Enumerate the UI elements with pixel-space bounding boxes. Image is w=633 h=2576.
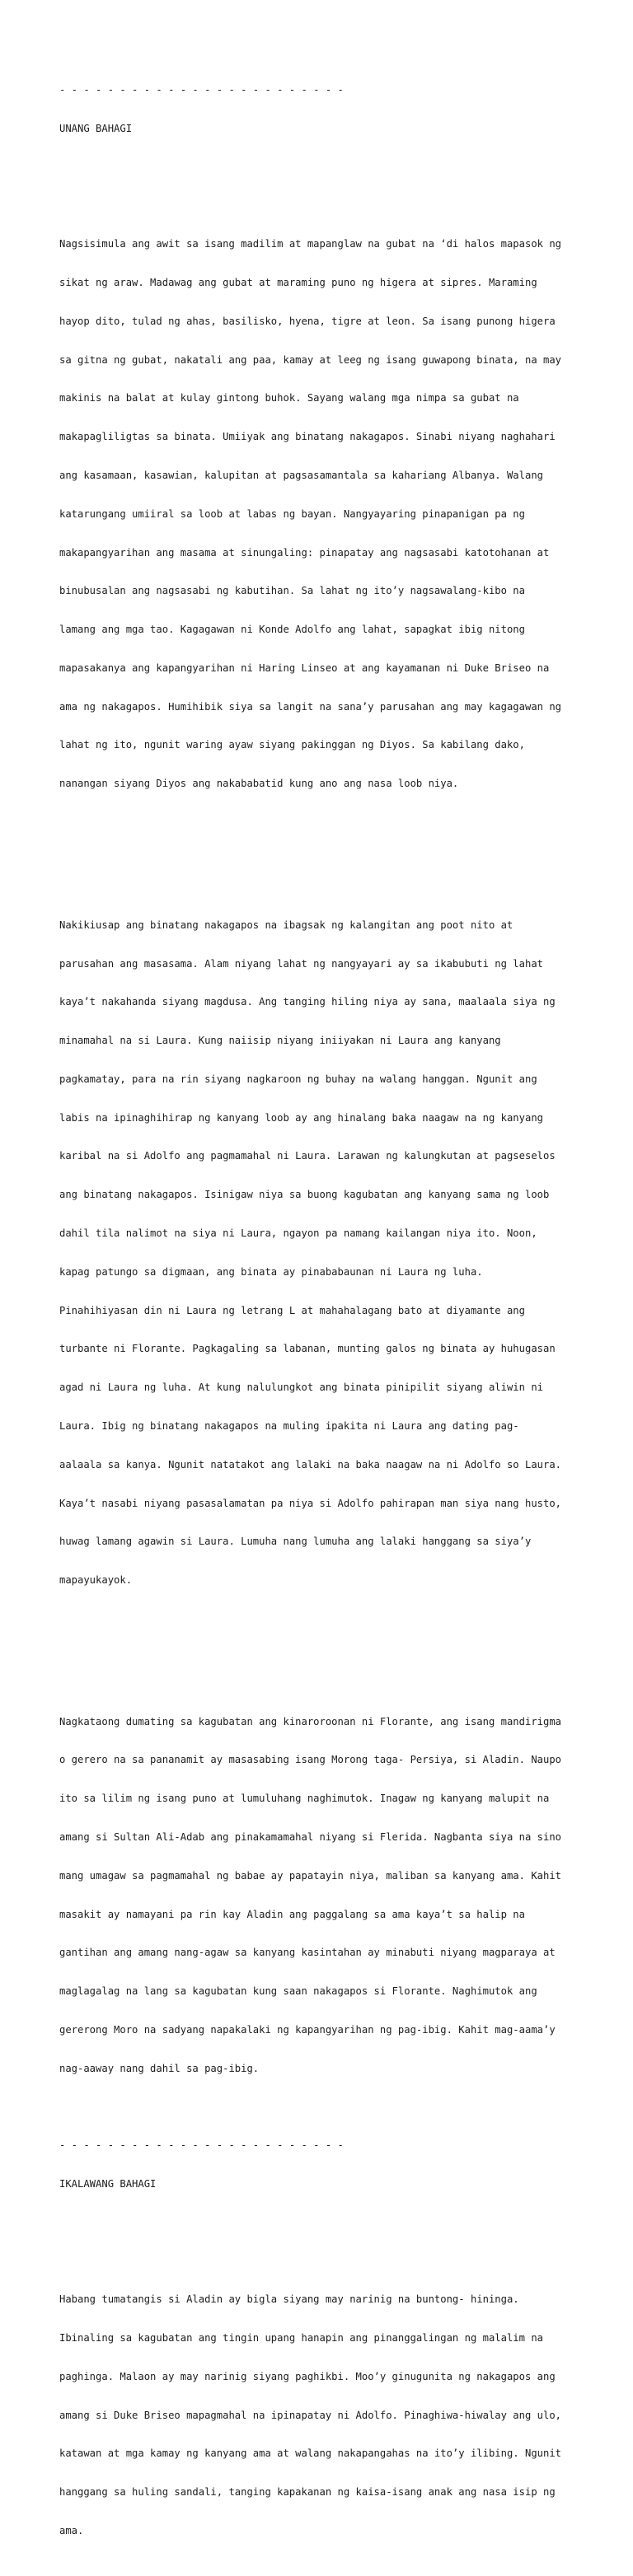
paragraph-line: mapayukayok. [59, 1574, 133, 1587]
paragraph-line: labis na ipinaghihirap ng kanyang loob ay ang hinalang baka naagaw na ng kanyang [59, 1111, 543, 1124]
paragraph-line: karibal na si Adolfo ang pagmamahal ni Laura. Larawan ng kalungkutan at pagseselos [59, 1150, 556, 1162]
paragraph-line: dahil tila nalimot na siya ni Laura, ngayon pa namang kailangan niya ito. Noon, [59, 1227, 537, 1240]
paragraph-line: makinis na balat at kulay gintong buhok. Sayang walang mga nimpa sa gubat na [59, 392, 519, 404]
paragraph-line: sa gitna ng gubat, nakatali ang paa, kamay at leeg ng isang guwapong binata, na may [59, 353, 562, 366]
spacer [59, 842, 587, 855]
paragraph-line: gererong Moro na sadyang napakalaki ng kapangyarihan ng pag-ibig. Kahit mag-aama’y [59, 2023, 556, 2036]
paragraph-line: agad ni Laura ng luha. At kung nalulungkot ang binata pinipilit siyang aliwin ni [59, 1382, 543, 1394]
paragraph-line: turbante ni Florante. Pagkagaling sa labanan, munting galos ng binata ay huhugasan [59, 1343, 556, 1355]
paragraph-4 [59, 2268, 587, 2564]
paragraph-line: maglagalag na lang sa kagubatan kung saan nakagapos si Florante. Naghimutok ang [59, 1985, 537, 1998]
paragraph-line: katawan at mga kamay ng kanyang ama at walang nakapangahas na ito’y ilibing. Ngunit [59, 2447, 562, 2460]
paragraph-line: Nagsisimula ang awit sa isang madilim at mapanglaw na gubat na ‘di halos mapasok ng [59, 238, 562, 250]
paragraph-line: Laura. Ibig ng binatang nakagapos na muling ipakita ni Laura ang dating pag- [59, 1419, 519, 1432]
section-divider: - - - - - - - - - - - - - - - - - - - - - - - - [59, 84, 344, 96]
paragraph-line: Nakikiusap ang binatang nakagapos na ibagsak ng kalangitan ang poot nito at [59, 919, 513, 931]
section-divider: - - - - - - - - - - - - - - - - - - - - - - - - [59, 2139, 344, 2152]
paragraph-line: kaya’t nakahanda siyang magdusa. Ang tanging hiling niya ay sana, maalaala siya ng [59, 996, 556, 1008]
paragraph-line: makapagliligtas sa binata. Umiiyak ang binatang nakagapos. Sinabi niyang naghahari [59, 431, 556, 443]
paragraph-line: amang si Duke Briseo mapagmahal na ipinapatay ni Adolfo. Pinaghiwa-hiwalay ang ulo, [59, 2409, 562, 2421]
paragraph-line: parusahan ang masasama. Alam niyang lahat ng nangyayari ay sa ikabubuti ng lahat [59, 957, 543, 970]
paragraph-line: ama. [59, 2525, 84, 2536]
paragraph-line: pagkamatay, para na rin siyang nagkaroon ng buhay na walang hanggan. Ngunit ang [59, 1073, 537, 1085]
paragraph-line: Nagkataong dumating sa kagubatan ang kinaroroonan ni Florante, ang isang mandirigma [59, 1715, 562, 1727]
paragraph-line: ama ng nakagapos. Humihibik siya sa langit na sana’y parusahan ang may kagagawan ng [59, 700, 562, 713]
paragraph-line: hanggang sa huling sandali, tanging kapakanan ng kaisa-isang anak ang nasa isip ng [59, 2486, 556, 2499]
paragraph-line: kapag patungo sa digmaan, ang binata ay pinababaunan ni Laura ng luha. [59, 1265, 483, 1278]
paragraph-line: paghinga. Malaon ay may narinig siyang paghikbi. Moo’y ginugunita ng nakagapos ang [59, 2370, 556, 2382]
paragraph-line: gantihan ang amang nang-agaw sa kanyang kasintahan ay minabuti niyang magparaya at [59, 1947, 556, 1959]
paragraph-line: lahat ng ito, ngunit waring ayaw siyang pakinggan ng Diyos. Sa kabilang dako, [59, 739, 525, 751]
paragraph-line: ito sa lilim ng isang puno at lumuluhang naghimutok. Inagaw ng kanyang malupit na [59, 1793, 550, 1805]
document-page [59, 58, 587, 2576]
paragraph-line: hayop dito, tulad ng ahas, basilisko, hyena, tigre at leon. Sa isang punong higera [59, 315, 556, 327]
spacer [59, 1639, 587, 1652]
paragraph-line: makapangyarihan ang masama at sinungaling: pinapatay ang nagsasabi katotohanan at [59, 546, 550, 559]
paragraph-line: sikat ng araw. Madawag ang gubat at maraming puno ng higera at sipres. Maraming [59, 277, 537, 289]
paragraph-line: huwag lamang agawin si Laura. Lumuha nang lumuha ang lalaki hanggang sa siya’y [59, 1536, 532, 1548]
paragraph-line: nag-aaway nang dahil sa pag-ibig. [59, 2062, 260, 2074]
paragraph-line: amang si Sultan Ali-Adab ang pinakamamahal niyang si Flerida. Nagbanta siya na sino [59, 1830, 562, 1843]
paragraph-3 [59, 1690, 587, 2101]
paragraph-line: nanangan siyang Diyos ang nakababatid kung ano ang nasa loob niya. [59, 778, 459, 790]
paragraph-line: ang kasamaan, kasawian, kalupitan at pagsasamantala sa kahariang Albanya. Walang [59, 470, 543, 481]
paragraph-line: aalaala sa kanya. Ngunit natatakot ang lalaki na baka naagaw na ni Adolfo so Laura. [59, 1458, 562, 1470]
paragraph-1 [59, 213, 587, 816]
spacer [59, 161, 587, 175]
paragraph-line: Ibinaling sa kagubatan ang tingin upang hanapin ang pinanggalingan ng malalim na [59, 2332, 543, 2345]
paragraph-line: ang binatang nakagapos. Isinigaw niya sa buong kagubatan ang kanyang sama ng loob [59, 1189, 550, 1201]
paragraph-line: mang umagaw sa pagmamahal ng babae ay papatayin niya, maliban sa kanyang ama. Kahit [59, 1869, 562, 1882]
paragraph-2 [59, 894, 587, 1613]
section-heading-ikalawang-bahagi: IKALAWANG BAHAGI [59, 2177, 157, 2190]
paragraph-line: Habang tumatangis si Aladin ay bigla siyang may narinig na buntong- hininga. [59, 2293, 519, 2306]
paragraph-line: masakit ay namayani pa rin kay Aladin ang paggalang sa ama kaya’t sa halip na [59, 1908, 525, 1920]
paragraph-line: lamang ang mga tao. Kagagawan ni Konde Adolfo ang lahat, sapagkat ibig nitong [59, 624, 525, 636]
spacer [59, 2217, 587, 2230]
paragraph-line: katarungang umiiral sa loob at labas ng bayan. Nangyayaring pinapanigan pa ng [59, 507, 525, 520]
section-heading-unang-bahagi: UNANG BAHAGI [59, 122, 133, 134]
paragraph-line: Pinahihiyasan din ni Laura ng letrang L at mahahalagang bato at diyamante ang [59, 1304, 525, 1316]
paragraph-line: Kaya’t nasabi niyang pasasalamatan pa niya si Adolfo pahirapan man siya nang husto, [59, 1497, 562, 1509]
paragraph-line: o gerero na sa pananamit ay masasabing isang Morong taga- Persiya, si Aladin. Naupo [59, 1754, 562, 1766]
paragraph-line: minamahal na si Laura. Kung naiisip niyang iniiyakan ni Laura ang kanyang [59, 1035, 501, 1047]
paragraph-line: binubusalan ang nagsasabi ng kabutihan. Sa lahat ng ito’y nagsawalang-kibo na [59, 585, 525, 597]
paragraph-line: mapasakanya ang kapangyarihan ni Haring Linseo at ang kayamanan ni Duke Briseo na [59, 662, 550, 674]
